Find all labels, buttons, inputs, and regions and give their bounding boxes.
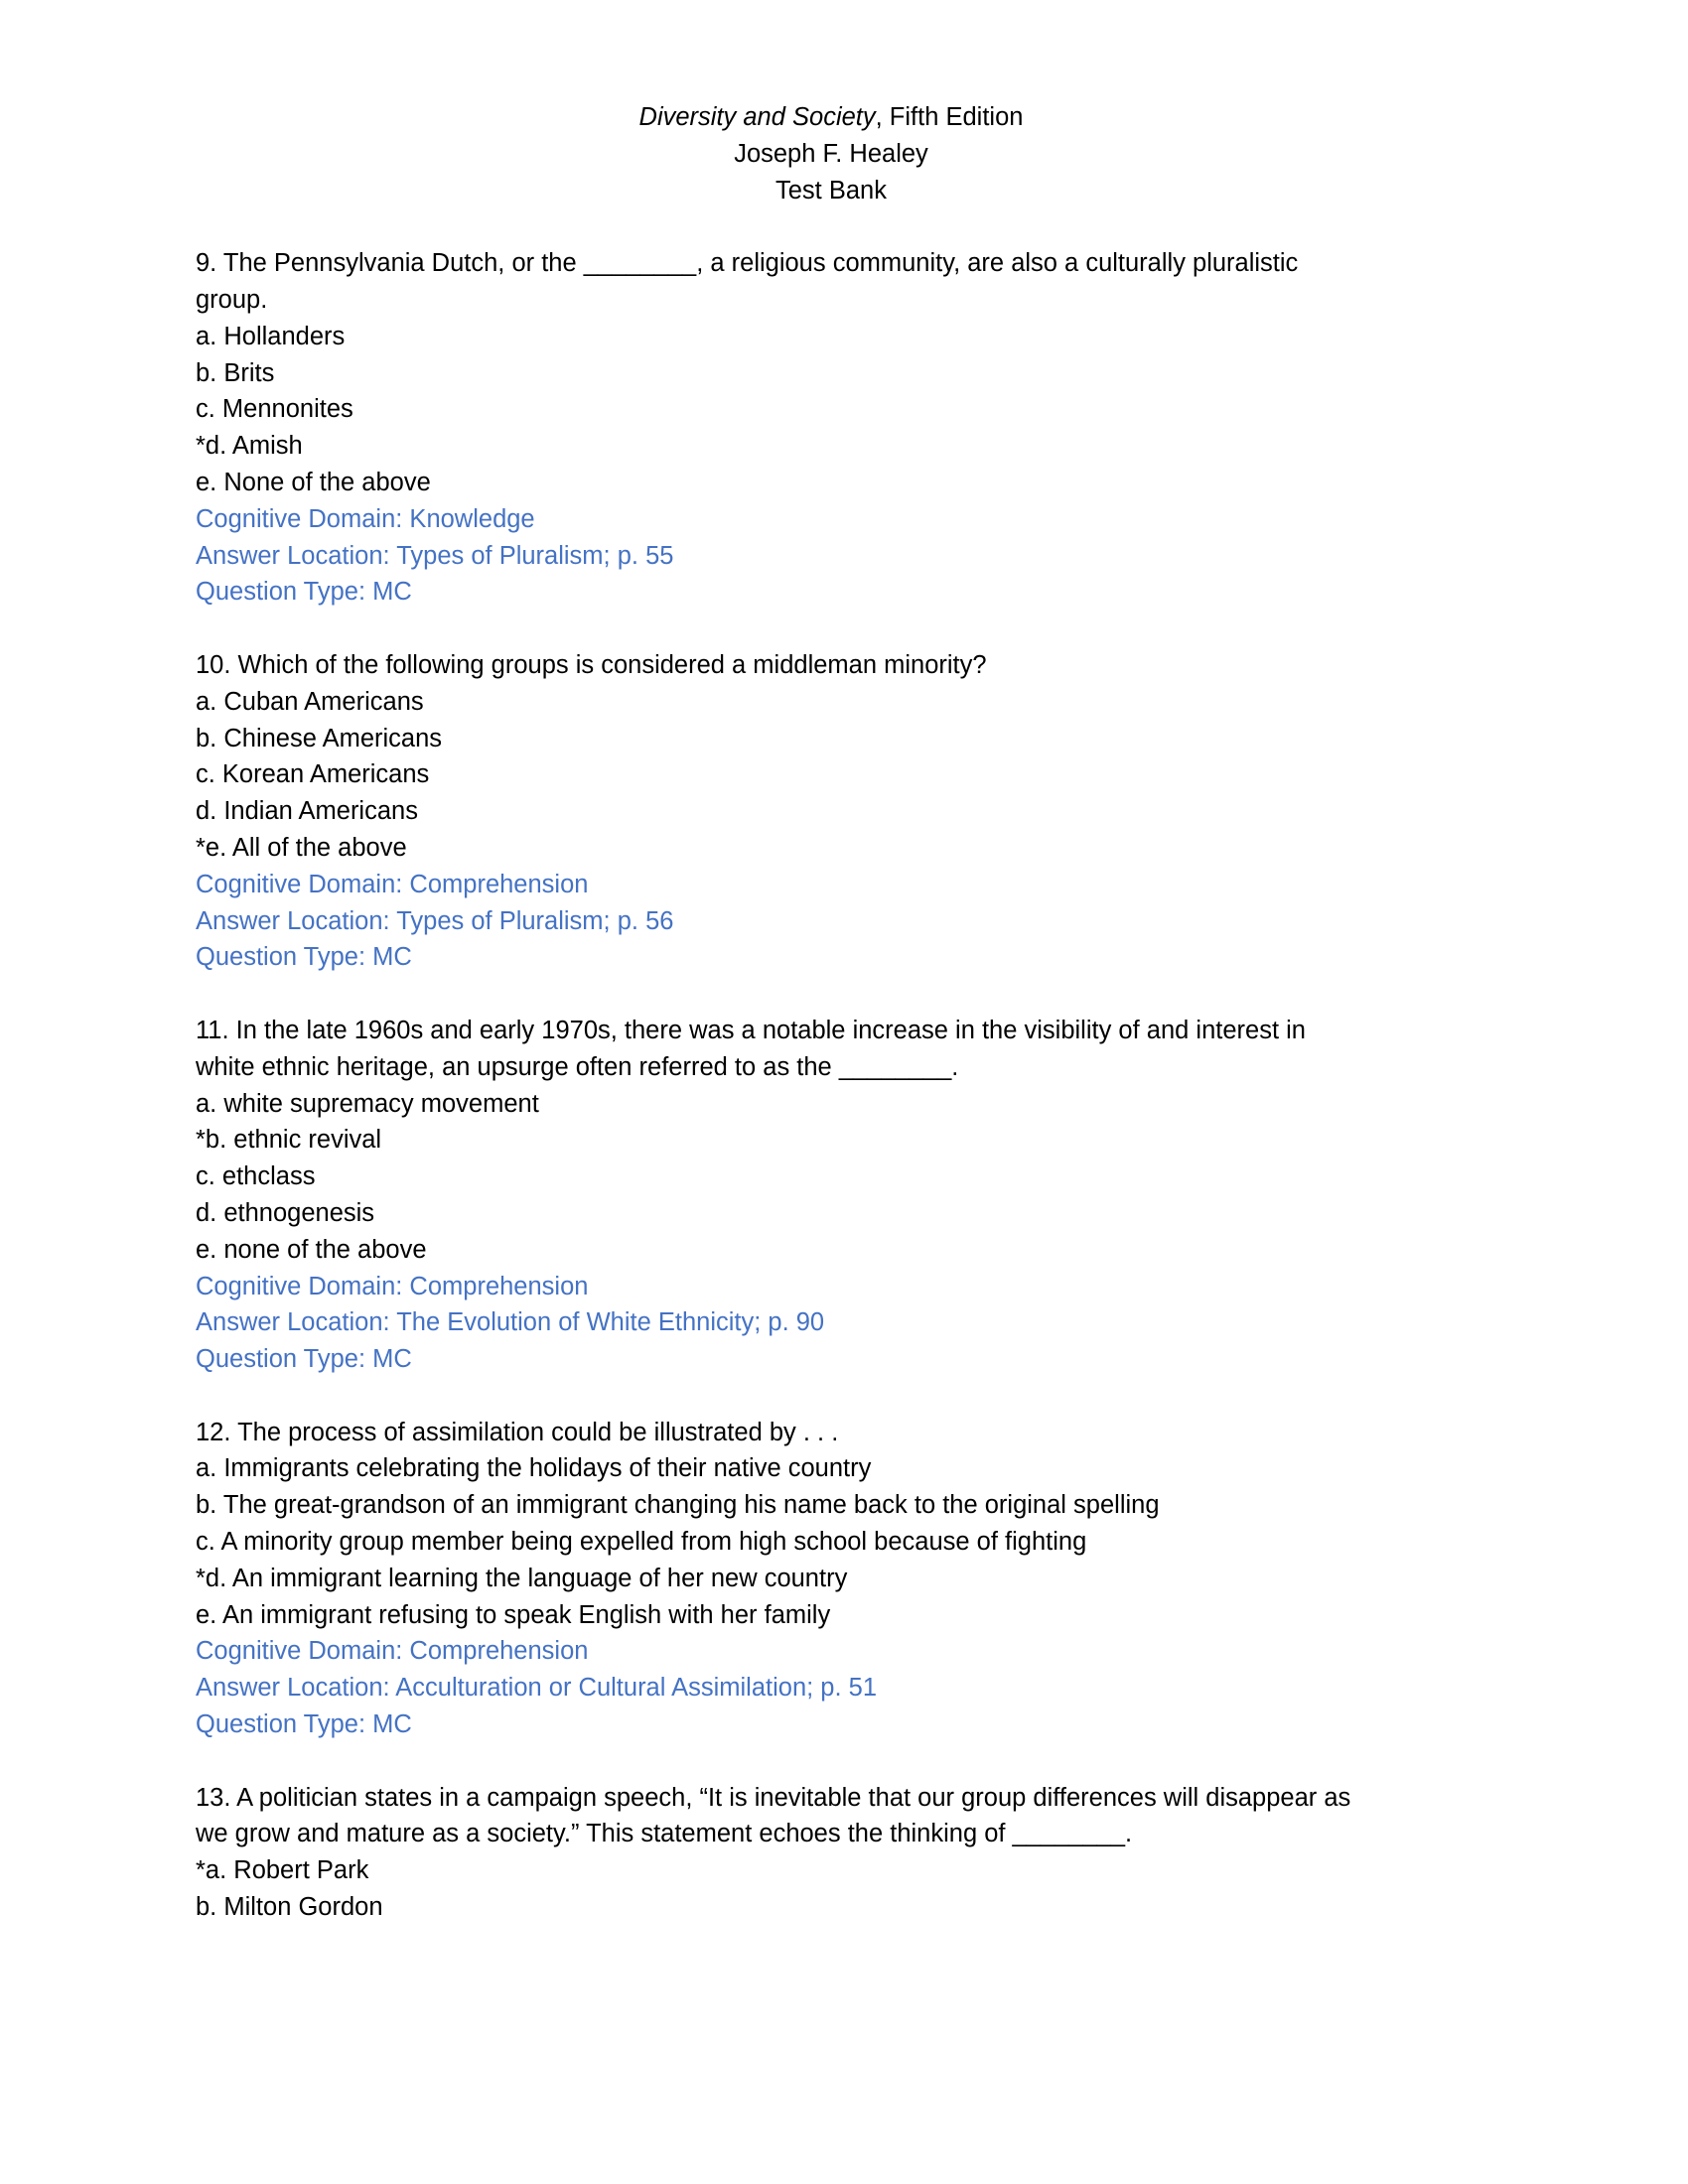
answer-option: c. Mennonites [196,395,353,424]
question-stem: we grow and mature as a society.” This statement echoes the thinking of ________. [196,1820,1133,1848]
book-title: Diversity and Society [638,103,876,131]
answer-location: Answer Location: Types of Pluralism; p. 55 [196,541,674,570]
answer-option: b. Chinese Americans [196,724,443,752]
answer-option: *d. An immigrant learning the language of her new country [196,1564,848,1592]
header-title-line [156,99,1506,136]
answer-option: *b. ethnic revival [196,1126,382,1155]
cognitive-domain: Cognitive Domain: Comprehension [196,1272,589,1300]
question-block [196,1013,1506,1378]
answer-option: a. Immigrants celebrating the holidays of their native country [196,1454,872,1483]
question-block [196,1415,1506,1743]
answer-option: e. none of the above [196,1235,427,1264]
answer-location: Answer Location: Acculturation or Cultural Assimilation; p. 51 [196,1674,878,1703]
question-block [196,1780,1506,1926]
answer-option: a. white supremacy movement [196,1089,539,1118]
spacer [196,1743,1506,1780]
document-page [196,99,1506,1926]
answer-option: d. Indian Americans [196,797,418,826]
answer-location: Answer Location: The Evolution of White Ethnicity; p. 90 [196,1308,825,1337]
answer-option: b. Milton Gordon [196,1893,383,1922]
answer-option: c. ethclass [196,1162,316,1191]
spacer [196,976,1506,1013]
question-stem: 13. A politician states in a campaign speech, “It is inevitable that our group differences will disappear as [196,1783,1351,1812]
question-block [196,647,1506,976]
answer-option: a. Hollanders [196,322,346,350]
question-list [196,245,1506,1926]
spacer [196,208,1506,245]
answer-option: b. Brits [196,358,275,387]
answer-option: b. The great-grandson of an immigrant changing his name back to the original spelling [196,1491,1160,1520]
spacer [196,1378,1506,1415]
cognitive-domain: Cognitive Domain: Comprehension [196,870,589,898]
subtitle: Test Bank [775,176,887,205]
question-stem: 11. In the late 1960s and early 1970s, there was a notable increase in the visibility of and interest in [196,1016,1306,1044]
edition: , Fifth Edition [875,103,1024,131]
answer-option: d. ethnogenesis [196,1198,375,1227]
answer-option: e. An immigrant refusing to speak English with her family [196,1600,831,1629]
question-stem: white ethnic heritage, an upsurge often referred to as the ________. [196,1052,959,1081]
question-type: Question Type: MC [196,1345,412,1374]
author: Joseph F. Healey [734,139,928,168]
question-stem: 9. The Pennsylvania Dutch, or the ________, a religious community, are also a culturally pluralistic [196,249,1299,278]
question-type: Question Type: MC [196,1710,412,1739]
spacer [196,611,1506,647]
answer-option: a. Cuban Americans [196,687,424,716]
answer-option: *a. Robert Park [196,1856,369,1885]
document-header [156,99,1506,208]
cognitive-domain: Cognitive Domain: Knowledge [196,504,535,533]
answer-option: *e. All of the above [196,833,407,862]
answer-option: *d. Amish [196,432,303,461]
question-type: Question Type: MC [196,943,412,972]
question-stem: group. [196,285,268,314]
answer-option: c. A minority group member being expelled from high school because of fighting [196,1528,1087,1557]
cognitive-domain: Cognitive Domain: Comprehension [196,1637,589,1666]
answer-option: c. Korean Americans [196,760,430,789]
answer-option: e. None of the above [196,468,431,496]
question-stem: 10. Which of the following groups is considered a middleman minority? [196,650,987,679]
question-stem: 12. The process of assimilation could be illustrated by . . . [196,1418,839,1446]
question-type: Question Type: MC [196,578,412,607]
question-block [196,245,1506,611]
answer-location: Answer Location: Types of Pluralism; p. 56 [196,906,674,935]
